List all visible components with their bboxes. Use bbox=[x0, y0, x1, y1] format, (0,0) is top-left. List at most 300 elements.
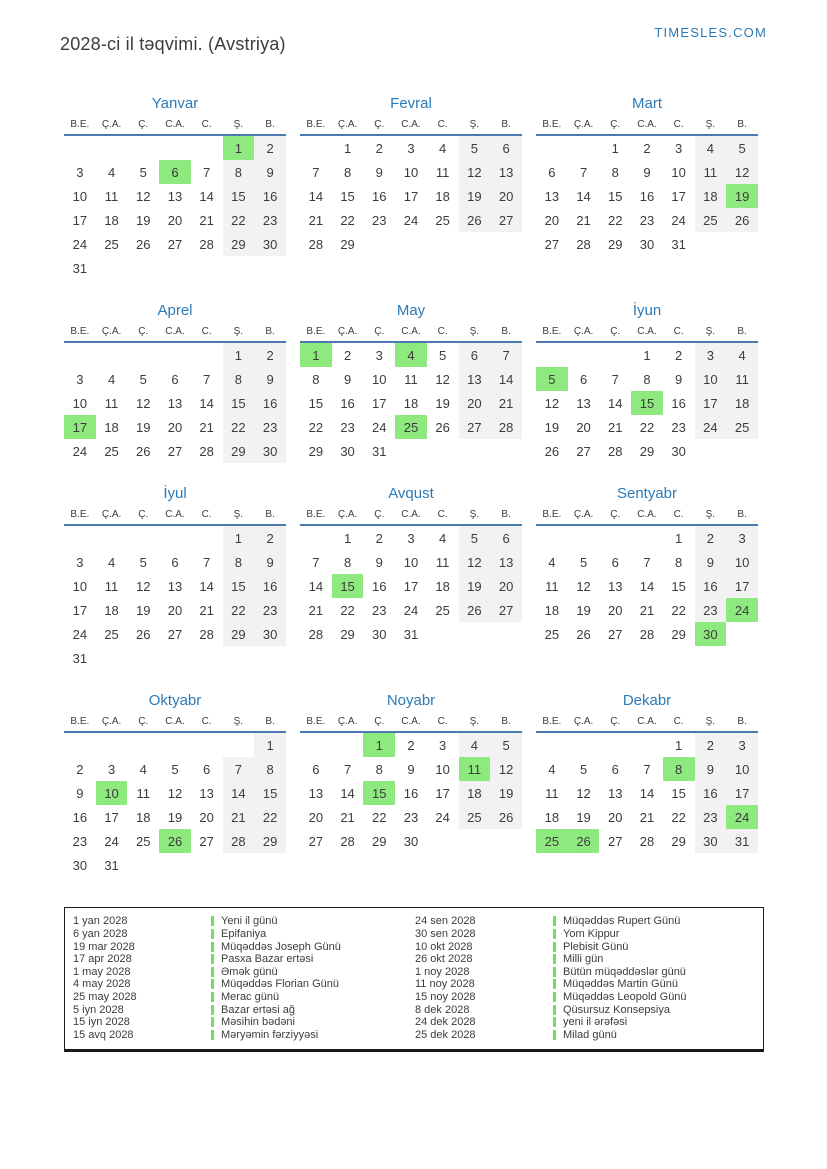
day-cell: 1 bbox=[675, 737, 683, 753]
holiday-marker-icon bbox=[211, 1017, 214, 1027]
weekday-header: Ş. bbox=[459, 716, 491, 732]
month-title-iyun[interactable]: İyun bbox=[632, 302, 662, 320]
month-title-aprel[interactable]: Aprel bbox=[157, 302, 193, 320]
weekday-header: B.E. bbox=[300, 509, 332, 525]
day-cell: 30 bbox=[695, 829, 727, 853]
day-cell: 6 bbox=[159, 160, 191, 184]
day-cell: 11 bbox=[459, 757, 491, 781]
day-cell: 16 bbox=[695, 574, 727, 598]
day-cell: 23 bbox=[254, 598, 286, 622]
day-cell: 12 bbox=[136, 395, 151, 411]
day-cell: 17 bbox=[403, 188, 419, 204]
empty-cell bbox=[395, 232, 427, 256]
holiday-name: Bütün müqəddəslər günü bbox=[563, 965, 686, 978]
weekday-header: C.A. bbox=[631, 716, 663, 732]
day-cell: 9 bbox=[254, 160, 286, 184]
weekday-header: Ş. bbox=[695, 716, 727, 732]
day-cell: 21 bbox=[608, 419, 623, 435]
weekday-header: Ç.A. bbox=[332, 119, 364, 135]
day-cell: 11 bbox=[726, 367, 758, 391]
weekday-header: Ç. bbox=[599, 509, 631, 525]
week-row bbox=[300, 367, 522, 391]
day-cell: 3 bbox=[76, 371, 84, 387]
day-cell: 9 bbox=[643, 164, 651, 180]
day-cell: 15 bbox=[631, 391, 663, 415]
holiday-name: Məsihin bədəni bbox=[221, 1016, 295, 1029]
day-cell: 6 bbox=[312, 761, 320, 777]
day-cell: 10 bbox=[72, 395, 88, 411]
day-cell: 5 bbox=[579, 761, 588, 777]
holiday-date: 1 may 2028 bbox=[73, 965, 131, 978]
empty-cell bbox=[459, 439, 491, 463]
day-cell: 28 bbox=[308, 626, 324, 642]
holiday-name: Yom Kippur bbox=[563, 927, 620, 940]
day-cell: 18 bbox=[695, 184, 727, 208]
day-cell: 1 bbox=[223, 135, 255, 160]
day-cell: 19 bbox=[435, 395, 450, 411]
weekday-header: Ş. bbox=[459, 119, 491, 135]
day-cell: 5 bbox=[139, 371, 147, 387]
site-link[interactable]: TIMESLES.COM bbox=[654, 25, 767, 40]
week-row bbox=[536, 415, 758, 439]
weekday-header: Ç. bbox=[127, 509, 159, 525]
empty-cell bbox=[631, 732, 663, 757]
day-cell: 31 bbox=[726, 829, 758, 853]
day-cell: 2 bbox=[695, 525, 727, 550]
day-cell: 1 bbox=[254, 732, 286, 757]
day-cell: 18 bbox=[435, 188, 450, 204]
month-title-avqust[interactable]: Avqust bbox=[388, 485, 434, 503]
week-row bbox=[64, 415, 286, 439]
week-row bbox=[300, 208, 522, 232]
weekday-header: B.E. bbox=[64, 716, 96, 732]
week-row bbox=[300, 415, 522, 439]
day-cell: 7 bbox=[203, 164, 211, 180]
day-cell: 6 bbox=[611, 761, 619, 777]
day-cell: 31 bbox=[671, 236, 686, 252]
day-cell: 23 bbox=[372, 602, 387, 618]
holiday-date: 15 avq 2028 bbox=[73, 1028, 134, 1041]
empty-cell bbox=[223, 853, 255, 877]
weekday-header: C.A. bbox=[159, 326, 191, 342]
day-cell: 30 bbox=[72, 857, 88, 873]
weekday-header: C.A. bbox=[159, 716, 191, 732]
day-cell: 22 bbox=[340, 212, 355, 228]
day-cell: 31 bbox=[104, 857, 119, 873]
holiday-marker-icon bbox=[553, 1005, 556, 1015]
weekday-header: C. bbox=[191, 716, 223, 732]
day-cell: 12 bbox=[167, 785, 183, 801]
day-cell: 11 bbox=[104, 578, 119, 594]
weekday-header: Ç.A. bbox=[568, 509, 600, 525]
day-cell: 26 bbox=[435, 419, 450, 435]
week-row bbox=[536, 342, 758, 367]
month-title-yanvar[interactable]: Yanvar bbox=[151, 95, 199, 113]
weekday-header: B.E. bbox=[300, 716, 332, 732]
week-row bbox=[300, 781, 522, 805]
weekday-header: B.E. bbox=[64, 509, 96, 525]
week-row bbox=[536, 781, 758, 805]
day-cell: 24 bbox=[372, 419, 387, 435]
day-cell: 1 bbox=[363, 732, 395, 757]
month-oktyabr bbox=[64, 692, 286, 877]
day-cell: 16 bbox=[254, 391, 286, 415]
day-cell: 28 bbox=[199, 626, 214, 642]
week-row bbox=[64, 232, 286, 256]
day-cell: 18 bbox=[104, 602, 119, 618]
empty-cell bbox=[568, 135, 600, 160]
day-cell: 28 bbox=[576, 236, 591, 252]
day-cell: 9 bbox=[254, 550, 286, 574]
day-cell: 13 bbox=[544, 188, 560, 204]
day-cell: 2 bbox=[407, 737, 415, 753]
day-cell: 22 bbox=[223, 208, 255, 232]
day-cell: 5 bbox=[726, 135, 758, 160]
month-title-mart[interactable]: Mart bbox=[632, 95, 662, 113]
weekday-header: C.A. bbox=[395, 716, 427, 732]
empty-cell bbox=[599, 342, 631, 367]
legend-row bbox=[73, 1016, 415, 1029]
empty-cell bbox=[631, 525, 663, 550]
empty-cell bbox=[64, 525, 96, 550]
day-cell: 13 bbox=[608, 578, 623, 594]
weekday-header: C. bbox=[663, 509, 695, 525]
empty-cell bbox=[395, 439, 427, 463]
weekday-header: Ç.A. bbox=[332, 509, 364, 525]
month-table-sentyabr bbox=[536, 509, 758, 646]
empty-cell bbox=[536, 525, 568, 550]
day-cell: 22 bbox=[223, 415, 255, 439]
week-row bbox=[64, 853, 286, 877]
weekday-header: Ş. bbox=[459, 326, 491, 342]
day-cell: 23 bbox=[340, 419, 355, 435]
day-cell: 6 bbox=[459, 342, 491, 367]
day-cell: 16 bbox=[671, 395, 686, 411]
weekday-header: Ç. bbox=[363, 119, 395, 135]
empty-cell bbox=[96, 342, 128, 367]
day-cell: 10 bbox=[96, 781, 128, 805]
day-cell: 29 bbox=[671, 626, 686, 642]
holiday-date: 8 dek 2028 bbox=[415, 1003, 470, 1016]
day-cell: 24 bbox=[104, 833, 119, 849]
day-cell: 13 bbox=[490, 160, 522, 184]
day-cell: 16 bbox=[372, 578, 387, 594]
day-cell: 5 bbox=[171, 761, 179, 777]
day-cell: 24 bbox=[72, 236, 88, 252]
day-cell: 30 bbox=[254, 439, 286, 463]
day-cell: 21 bbox=[639, 602, 655, 618]
day-cell: 20 bbox=[167, 419, 183, 435]
empty-cell bbox=[159, 732, 191, 757]
holiday-name: Milli gün bbox=[563, 953, 604, 966]
day-cell: 21 bbox=[576, 212, 591, 228]
day-cell: 7 bbox=[203, 554, 211, 570]
day-cell: 9 bbox=[343, 371, 352, 387]
day-cell: 8 bbox=[643, 371, 651, 387]
day-cell: 3 bbox=[726, 732, 758, 757]
day-cell: 4 bbox=[548, 554, 556, 570]
day-cell: 10 bbox=[435, 761, 450, 777]
empty-cell bbox=[191, 256, 223, 280]
weekday-header: C.A. bbox=[631, 509, 663, 525]
week-row bbox=[300, 732, 522, 757]
empty-cell bbox=[459, 232, 491, 256]
empty-cell bbox=[427, 622, 459, 646]
month-title-dekabr[interactable]: Dekabr bbox=[622, 692, 672, 710]
week-row bbox=[64, 160, 286, 184]
day-cell: 9 bbox=[407, 761, 415, 777]
weekday-header: Ç. bbox=[599, 326, 631, 342]
week-row bbox=[64, 135, 286, 160]
day-cell: 2 bbox=[254, 135, 286, 160]
day-cell: 22 bbox=[340, 602, 355, 618]
day-cell: 14 bbox=[223, 781, 255, 805]
day-cell: 10 bbox=[726, 757, 758, 781]
weekday-header: Ç.A. bbox=[96, 716, 128, 732]
month-noyabr bbox=[300, 692, 522, 853]
holiday-marker-icon bbox=[553, 979, 556, 989]
day-cell: 8 bbox=[312, 371, 320, 387]
weekday-header: C. bbox=[663, 119, 695, 135]
holiday-date: 25 dek 2028 bbox=[415, 1028, 476, 1041]
day-cell: 28 bbox=[308, 236, 324, 252]
day-cell: 17 bbox=[403, 578, 419, 594]
day-cell: 14 bbox=[199, 188, 214, 204]
empty-cell bbox=[159, 646, 191, 670]
day-cell: 14 bbox=[199, 578, 214, 594]
day-cell: 7 bbox=[223, 757, 255, 781]
weekday-header: B. bbox=[726, 326, 758, 342]
year-calendar-grid bbox=[64, 95, 760, 877]
day-cell: 23 bbox=[695, 598, 727, 622]
holiday-marker-icon bbox=[211, 929, 214, 939]
empty-cell bbox=[127, 342, 159, 367]
day-cell: 13 bbox=[167, 395, 183, 411]
weekday-header: B.E. bbox=[536, 326, 568, 342]
weekday-header: C.A. bbox=[631, 119, 663, 135]
day-cell: 29 bbox=[671, 833, 686, 849]
empty-cell bbox=[191, 853, 223, 877]
day-cell: 5 bbox=[490, 732, 522, 757]
holiday-name: Pasxa Bazar ertəsi bbox=[221, 953, 314, 966]
day-cell: 29 bbox=[254, 829, 286, 853]
day-cell: 22 bbox=[671, 809, 686, 825]
holiday-name: Müqəddəs Rupert Günü bbox=[563, 915, 681, 928]
weekday-header: C.A. bbox=[395, 326, 427, 342]
day-cell: 14 bbox=[608, 395, 623, 411]
day-cell: 1 bbox=[343, 140, 352, 156]
week-row bbox=[300, 757, 522, 781]
day-cell: 25 bbox=[544, 626, 560, 642]
day-cell: 9 bbox=[675, 371, 683, 387]
day-cell: 2 bbox=[375, 140, 383, 156]
day-cell: 12 bbox=[576, 578, 591, 594]
day-cell: 17 bbox=[435, 785, 450, 801]
week-row bbox=[536, 160, 758, 184]
weekday-header: Ç.A. bbox=[568, 716, 600, 732]
empty-cell bbox=[536, 342, 568, 367]
holiday-marker-icon bbox=[553, 954, 556, 964]
day-cell: 2 bbox=[76, 761, 84, 777]
day-cell: 17 bbox=[64, 415, 96, 439]
legend-row bbox=[73, 1003, 415, 1016]
day-cell: 2 bbox=[343, 347, 352, 363]
day-cell: 17 bbox=[104, 809, 119, 825]
day-cell: 18 bbox=[435, 578, 450, 594]
weekday-header: Ç. bbox=[127, 326, 159, 342]
day-cell: 27 bbox=[576, 443, 591, 459]
week-row bbox=[64, 391, 286, 415]
empty-cell bbox=[223, 732, 255, 757]
day-cell: 5 bbox=[139, 554, 147, 570]
holiday-date: 1 noy 2028 bbox=[415, 965, 470, 978]
day-cell: 27 bbox=[167, 626, 183, 642]
day-cell: 23 bbox=[671, 419, 686, 435]
day-cell: 4 bbox=[395, 342, 427, 367]
empty-cell bbox=[127, 135, 159, 160]
weekday-header: B. bbox=[254, 716, 286, 732]
day-cell: 8 bbox=[675, 554, 683, 570]
empty-cell bbox=[490, 232, 522, 256]
holiday-name: Əmək günü bbox=[221, 965, 278, 978]
holiday-marker-icon bbox=[553, 1030, 556, 1040]
month-table-aprel bbox=[64, 326, 286, 463]
month-title-oktyabr[interactable]: Oktyabr bbox=[148, 692, 202, 710]
empty-cell bbox=[96, 256, 128, 280]
day-cell: 18 bbox=[136, 809, 151, 825]
week-row bbox=[300, 525, 522, 550]
holiday-date: 19 mar 2028 bbox=[73, 940, 135, 953]
week-row bbox=[536, 208, 758, 232]
month-table-avqust bbox=[300, 509, 522, 646]
week-row bbox=[64, 622, 286, 646]
day-cell: 30 bbox=[254, 232, 286, 256]
weekday-header: Ç.A. bbox=[332, 326, 364, 342]
holiday-date: 10 okt 2028 bbox=[415, 940, 473, 953]
day-cell: 27 bbox=[199, 833, 214, 849]
week-row bbox=[300, 439, 522, 463]
day-cell: 30 bbox=[403, 833, 419, 849]
day-cell: 12 bbox=[435, 371, 450, 387]
day-cell: 11 bbox=[545, 578, 559, 594]
day-cell: 19 bbox=[459, 184, 491, 208]
weekday-header: C. bbox=[191, 119, 223, 135]
day-cell: 26 bbox=[136, 626, 151, 642]
day-cell: 20 bbox=[167, 212, 183, 228]
day-cell: 28 bbox=[490, 415, 522, 439]
day-cell: 8 bbox=[611, 164, 619, 180]
day-cell: 20 bbox=[490, 574, 522, 598]
month-title-may[interactable]: May bbox=[396, 302, 426, 320]
empty-cell bbox=[459, 829, 491, 853]
holiday-name: Milad günü bbox=[563, 1028, 617, 1041]
holiday-name: Epifaniya bbox=[221, 927, 267, 940]
weekday-header: Ç. bbox=[599, 119, 631, 135]
day-cell: 18 bbox=[544, 809, 560, 825]
holiday-marker-icon bbox=[553, 992, 556, 1002]
day-cell: 26 bbox=[459, 208, 491, 232]
day-cell: 7 bbox=[312, 164, 320, 180]
day-cell: 19 bbox=[167, 809, 183, 825]
weekday-header: Ç.A. bbox=[96, 326, 128, 342]
holiday-name: Bazar ertəsi ağ bbox=[221, 1003, 295, 1016]
day-cell: 30 bbox=[340, 443, 355, 459]
day-cell: 4 bbox=[439, 140, 447, 156]
holiday-marker-icon bbox=[211, 916, 214, 926]
holiday-name: Müqəddəs Florian Günü bbox=[221, 978, 340, 991]
month-dekabr bbox=[536, 692, 758, 853]
month-title-sentyabr[interactable]: Sentyabr bbox=[616, 485, 678, 503]
day-cell: 14 bbox=[639, 578, 655, 594]
month-table-mart bbox=[536, 119, 758, 256]
holiday-marker-icon bbox=[211, 967, 214, 977]
day-cell: 12 bbox=[136, 188, 151, 204]
holiday-date: 11 noy 2028 bbox=[415, 978, 475, 991]
month-table-oktyabr bbox=[64, 716, 286, 877]
day-cell: 20 bbox=[490, 184, 522, 208]
day-cell: 28 bbox=[199, 443, 214, 459]
week-row bbox=[300, 622, 522, 646]
day-cell: 29 bbox=[372, 833, 387, 849]
empty-cell bbox=[536, 135, 568, 160]
holiday-name: Müqəddəs Leopold Günü bbox=[563, 990, 687, 1003]
weekday-header: B.E. bbox=[536, 119, 568, 135]
day-cell: 26 bbox=[576, 626, 591, 642]
day-cell: 11 bbox=[136, 785, 150, 801]
day-cell: 6 bbox=[203, 761, 211, 777]
holiday-name: Yeni il günü bbox=[221, 915, 278, 928]
day-cell: 25 bbox=[536, 829, 568, 853]
legend-row bbox=[415, 915, 757, 928]
day-cell: 3 bbox=[76, 554, 84, 570]
day-cell: 3 bbox=[439, 737, 447, 753]
month-title-fevral[interactable]: Fevral bbox=[390, 95, 432, 113]
empty-cell bbox=[191, 135, 223, 160]
day-cell: 25 bbox=[695, 208, 727, 232]
day-cell: 27 bbox=[167, 443, 183, 459]
empty-cell bbox=[332, 732, 364, 757]
month-iyun bbox=[536, 302, 758, 463]
day-cell: 25 bbox=[136, 833, 151, 849]
day-cell: 1 bbox=[223, 342, 255, 367]
day-cell: 7 bbox=[343, 761, 352, 777]
month-table-noyabr bbox=[300, 716, 522, 853]
day-cell: 8 bbox=[343, 164, 352, 180]
weekday-header: Ş. bbox=[459, 509, 491, 525]
day-cell: 3 bbox=[675, 140, 683, 156]
week-row bbox=[64, 525, 286, 550]
day-cell: 12 bbox=[459, 550, 491, 574]
empty-cell bbox=[159, 342, 191, 367]
month-table-may bbox=[300, 326, 522, 463]
holiday-name: Qüsursuz Konsepsiya bbox=[563, 1003, 670, 1016]
day-cell: 2 bbox=[675, 347, 683, 363]
week-row bbox=[64, 781, 286, 805]
month-title-noyabr[interactable]: Noyabr bbox=[386, 692, 436, 710]
day-cell: 14 bbox=[639, 785, 655, 801]
legend-row bbox=[73, 928, 415, 941]
day-cell: 30 bbox=[639, 236, 655, 252]
day-cell: 13 bbox=[308, 785, 324, 801]
month-title-iyul[interactable]: İyul bbox=[163, 485, 187, 503]
month-yanvar bbox=[64, 95, 286, 280]
legend-row bbox=[73, 940, 415, 953]
day-cell: 8 bbox=[223, 367, 255, 391]
day-cell: 3 bbox=[407, 140, 415, 156]
day-cell: 26 bbox=[568, 829, 600, 853]
holiday-date: 24 sen 2028 bbox=[415, 915, 476, 928]
day-cell: 21 bbox=[199, 419, 214, 435]
